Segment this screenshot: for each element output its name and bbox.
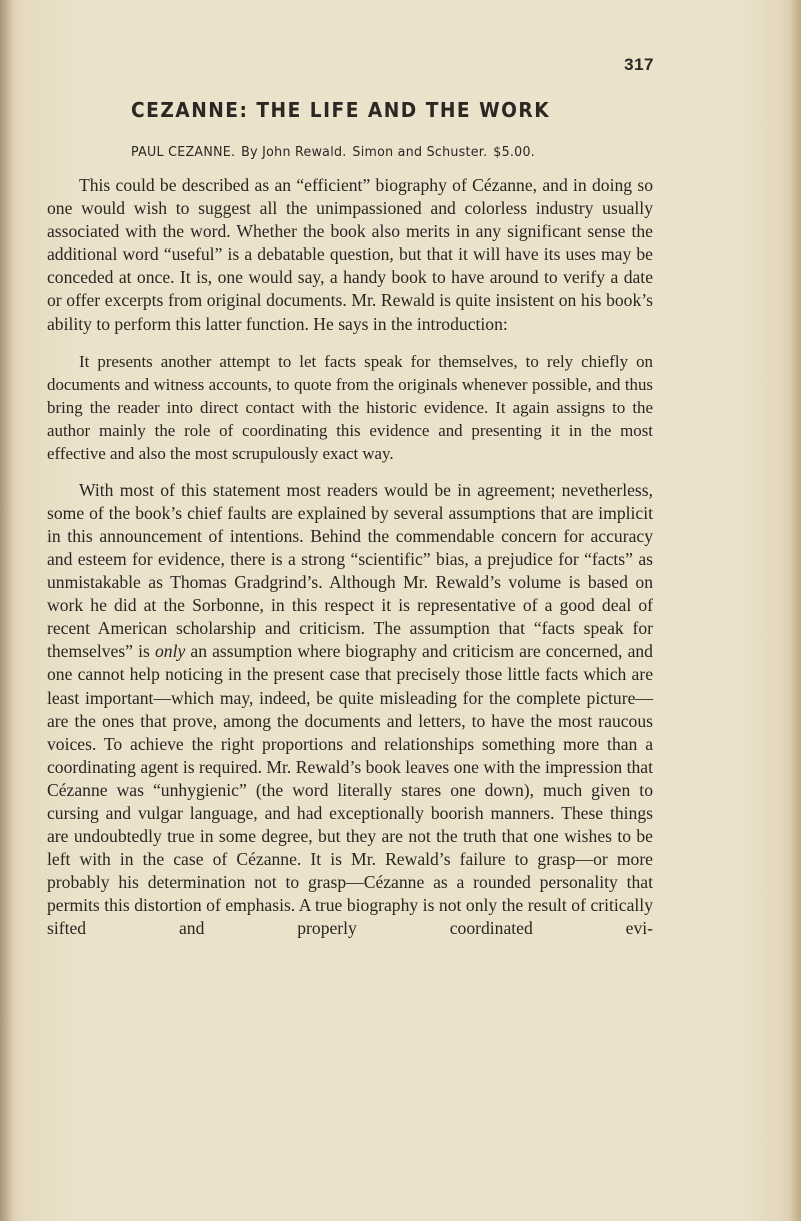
article-byline <box>131 145 535 160</box>
byline-subject: PAUL CEZANNE. <box>131 145 236 160</box>
paragraph-critique <box>47 479 653 941</box>
paragraph-intro: This could be described as an “efficient” biography of Cézanne, and in doing so one would wish to suggest all the unimpassioned and colorless industry usually associated with the word. Whether the book also merits in any significant sense the additional word “useful” is a debatable question, but that it will have its uses may be conceded at once. It is, one would say, a handy book to have around to verify a date or offer excerpts from original documents. Mr. Rewald is quite insistent on his book’s ability to perform this latter function. He says in the introduction: <box>47 175 653 334</box>
byline-author: By John Rewald. <box>241 145 347 160</box>
block-quote: It presents another attempt to let facts speak for themselves, to rely chiefly on documents and witness accounts, to quote from the originals whenever possible, and thus bring the reader into direct contact with the historic evidence. It again assigns to the author mainly the role of coordinating this evidence and presenting it in the most effective and also the most scrupulously exact way. <box>47 351 653 464</box>
byline-publisher: Simon and Schuster. <box>352 145 488 160</box>
byline-price: $5.00. <box>493 145 536 160</box>
italic-emphasis: only <box>154 641 186 662</box>
article-body <box>47 174 653 941</box>
page-spine-shadow <box>0 0 14 1221</box>
paragraph-critique-part2: an assumption where biography and criticism are concerned, and one cannot help noticing in the present case that precisely those little facts which are least important—which may, indeed, be quite misleading for the complete picture—are the ones that prove, among the documents and letters, to have the most raucous voices. To achieve the right proportions and relationships something more than a coordinating agent is required. Mr. Rewald’s book leaves one with the impression that Cézanne was “unhygienic” (the word literally stares one down), much given to cursing and vulgar language, and had exceptionally boorish manners. These things are undoubtedly true in some degree, but they are not the truth that one wishes to be left with in the case of Cézanne. It is Mr. Rewald’s failure to grasp—or more probably his determination not to grasp—Cézanne as a rounded personality that permits this distortion of emphasis. A true biography is not only the result of critically sifted and properly coordinated evi- <box>47 641 653 939</box>
page-number: 317 <box>624 55 654 74</box>
page-edge-shadow <box>789 0 801 1221</box>
paragraph-critique-part1: With most of this statement most readers would be in agreement; nevetherless, some of the book’s chief faults are explained by several assumptions that are implicit in this announcement of intentions. Behind the commendable concern for accuracy and esteem for evidence, there is a strong “scientific” bias, a prejudice for “facts” as unmistakable as Thomas Gradgrind’s. Although Mr. Rewald’s volume is based on work he did at the Sorbonne, in this respect it is representative of a good deal of recent American scholarship and criticism. The assumption that “facts speak for themselves” is <box>47 479 653 662</box>
article-title: CEZANNE: THE LIFE AND THE WORK <box>131 98 551 122</box>
